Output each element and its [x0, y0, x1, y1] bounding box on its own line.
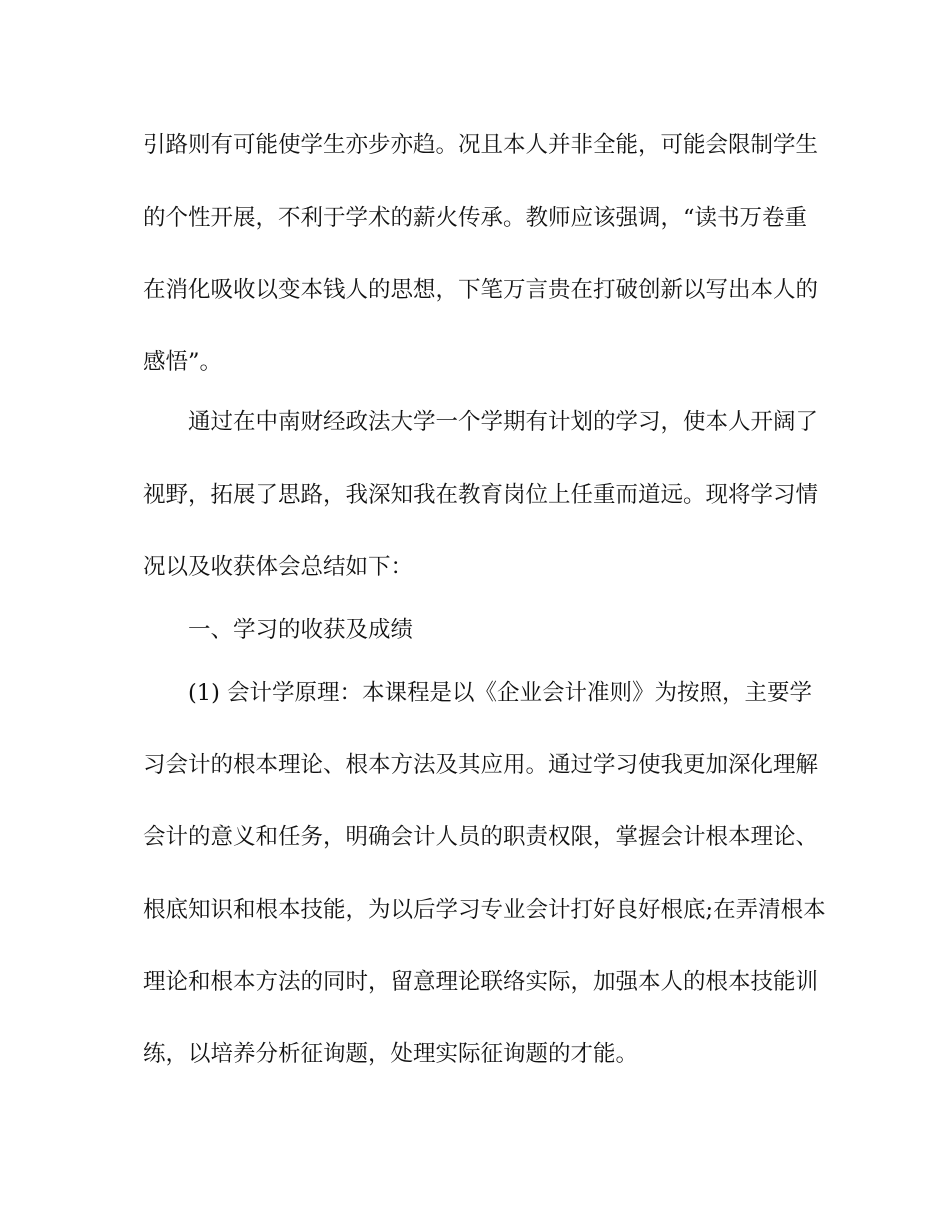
paragraph-line: 引路则有可能使学生亦步亦趋。况且本人并非全能，可能会限制学生 — [143, 132, 819, 158]
paragraph-line: 会计的意义和任务，明确会计人员的职责权限，掌握会计根本理论、 — [143, 824, 819, 850]
paragraph-line: 习会计的根本理论、根本方法及其应用。通过学习使我更加深化理解 — [143, 752, 819, 778]
paragraph-line: 况以及收获体会总结如下： — [143, 554, 414, 580]
paragraph-line: 的个性开展，不利于学术的薪火传承。教师应该强调，“读书万卷重 — [143, 205, 808, 231]
paragraph-line: 感悟”。 — [143, 349, 223, 375]
paragraph-line: 练，以培养分析征询题，处理实际征询题的才能。 — [143, 1041, 639, 1067]
paragraph-line: 视野，拓展了思路，我深知我在教育岗位上任重而道远。现将学习情 — [143, 482, 819, 508]
paragraph-line: 在消化吸收以变本钱人的思想，下笔万言贵在打破创新以写出本人的 — [143, 277, 819, 303]
section-heading: 一、学习的收获及成绩 — [188, 617, 414, 643]
paragraph-line: 根底知识和根本技能，为以后学习专业会计打好良好根底;在弄清根本 — [143, 897, 826, 923]
paragraph-line: 通过在中南财经政法大学一个学期有计划的学习，使本人开阔了 — [188, 409, 819, 435]
paragraph-line: 理论和根本方法的同时，留意理论联络实际，加强本人的根本技能训 — [143, 969, 819, 995]
paragraph-line: (1) 会计学原理：本课程是以《企业会计准则》为按照，主要学 — [188, 680, 813, 706]
